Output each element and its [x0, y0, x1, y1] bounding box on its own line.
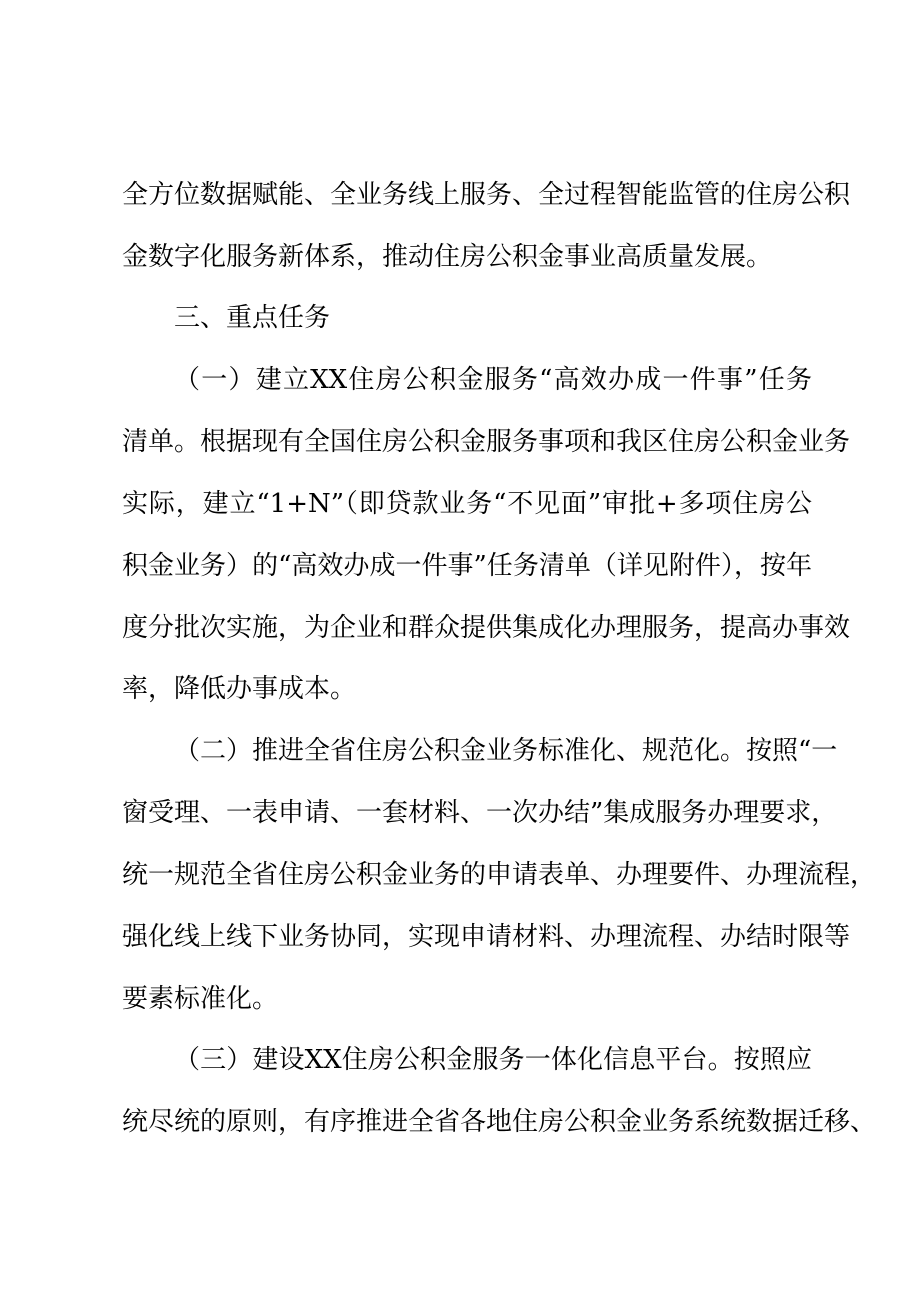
text-line: （一）建立XX住房公积金服务“高效办成一件事”任务: [174, 365, 812, 395]
text-line: 率，降低办事成本。: [122, 674, 357, 704]
text-line: 金数字化服务新体系，推动住房公积金事业高质量发展。: [122, 242, 773, 272]
text-line: 强化线上线下业务协同，实现申请材料、办理流程、办结时限等: [122, 922, 851, 952]
text-line: （三）建设XX住房公积金服务一体化信息平台。按照应: [174, 1045, 812, 1075]
text-line: 统尽统的原则，有序推进全省各地住房公积金业务系统数据迁移、: [122, 1107, 877, 1137]
text-line: 度分批次实施，为企业和群众提供集成化办理服务，提高办事效: [122, 613, 851, 643]
text-line: 窗受理、一表申请、一套材料、一次办结”集成服务办理要求，: [122, 798, 838, 828]
text-line: 全方位数据赋能、全业务线上服务、全过程智能监管的住房公积: [122, 180, 851, 210]
text-line: 清单。根据现有全国住房公积金服务事项和我区住房公积金业务: [122, 427, 851, 457]
text-line: 积金业务）的“高效办成一件事”任务清单（详见附件），按年: [122, 551, 812, 581]
section-heading: 三、重点任务: [174, 303, 331, 333]
text-line: 统一规范全省住房公积金业务的申请表单、办理要件、办理流程，: [122, 860, 877, 890]
text-line: 实际，建立“1+N”（即贷款业务“不见面”审批+多项住房公: [122, 489, 812, 519]
text-line: 要素标准化。: [122, 984, 279, 1014]
text-line: （二）推进全省住房公积金业务标准化、规范化。按照“一: [174, 736, 838, 766]
